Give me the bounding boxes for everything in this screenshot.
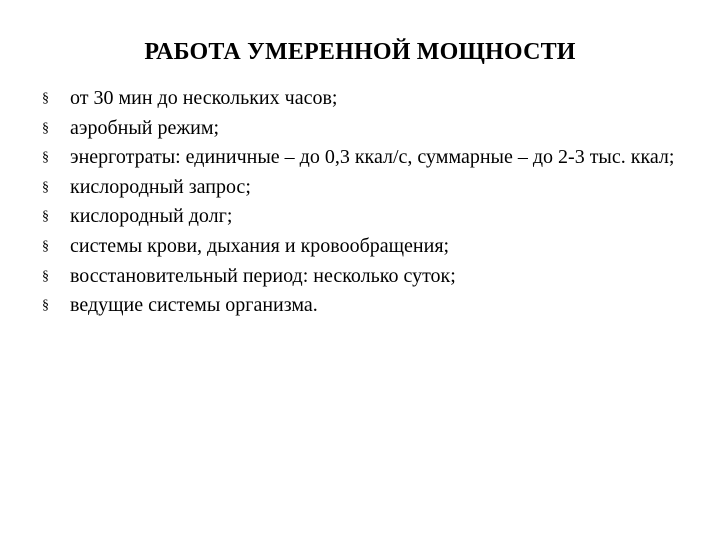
list-item (42, 114, 682, 144)
bullet-icon: § (42, 179, 49, 195)
list-item (42, 173, 682, 203)
list-item-text: ведущие системы организма. (70, 294, 318, 317)
list-item-text: системы крови, дыхания и кровообращения; (70, 234, 450, 257)
list-item-text: восстановительный период: несколько суток; (70, 264, 456, 287)
list-item (42, 291, 682, 321)
list-item (42, 202, 682, 232)
bullet-icon: § (42, 268, 49, 284)
list-item-text: аэробный режим; (70, 116, 220, 139)
bullet-list (42, 84, 682, 321)
list-item (42, 84, 682, 114)
bullet-icon: § (42, 238, 49, 254)
list-item (42, 143, 682, 173)
bullet-icon: § (42, 120, 49, 136)
list-item-text: кислородный долг; (70, 205, 233, 228)
bullet-icon: § (42, 91, 49, 106)
list-item-text: энерготраты: единичные – до 0,3 ккал/с, суммарные – до 2-3 тыс. ккал; (70, 146, 675, 169)
slide-title: РАБОТА УМЕРЕННОЙ МОЩНОСТИ (144, 39, 576, 65)
list-item (42, 262, 682, 292)
list-item (42, 232, 682, 262)
bullet-icon: § (42, 150, 49, 166)
bullet-icon: § (42, 209, 49, 225)
list-item-text: кислородный запрос; (70, 175, 251, 198)
list-item-text: от 30 мин до нескольких часов; (70, 87, 338, 109)
bullet-icon: § (42, 298, 49, 314)
